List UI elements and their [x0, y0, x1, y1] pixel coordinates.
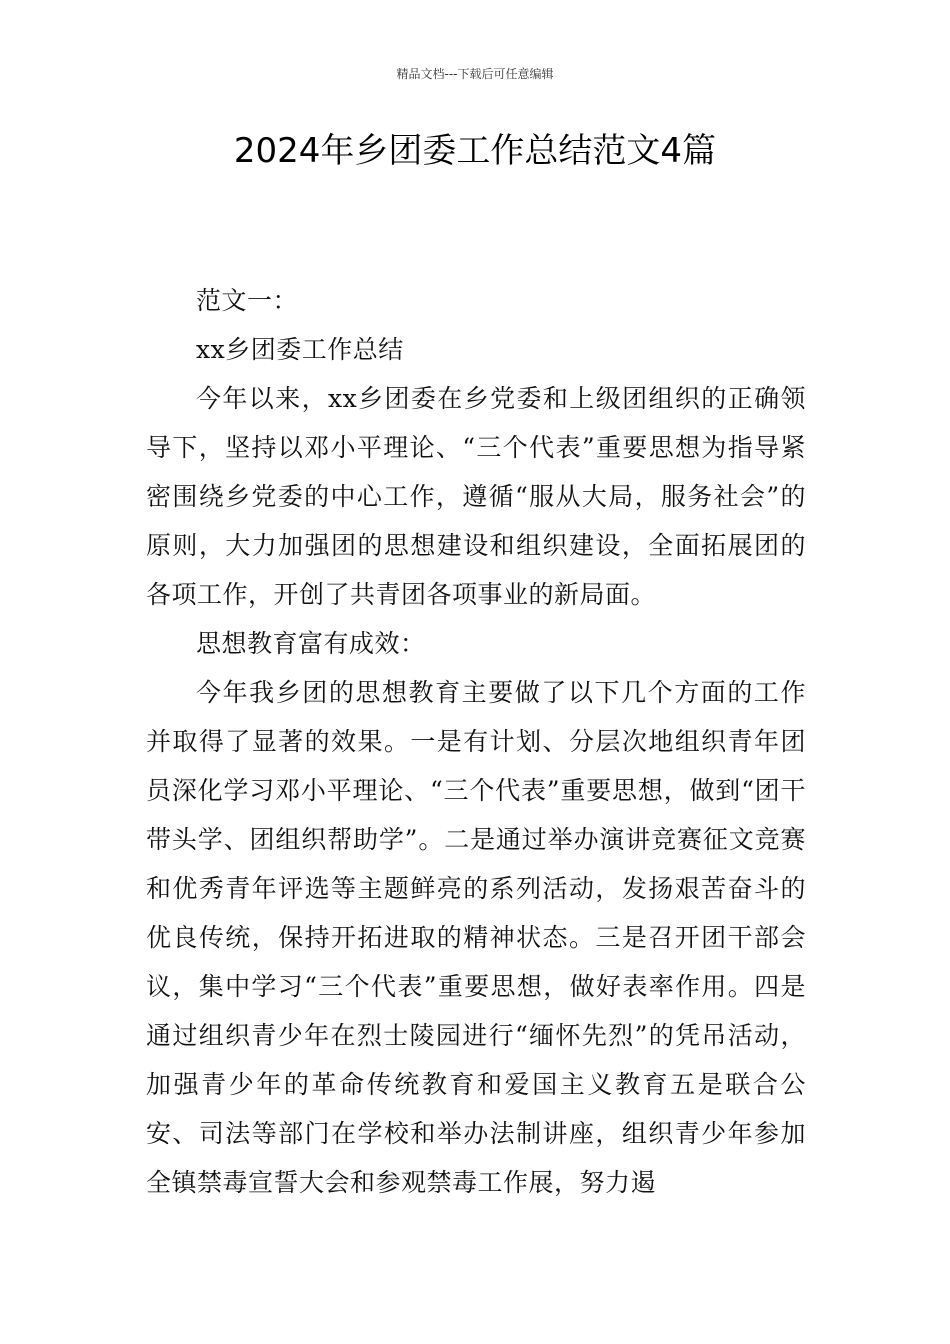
- page-header-note: 精品文档---下载后可任意编辑: [396, 67, 554, 81]
- paragraph-sample-label: 范文一：: [196, 286, 299, 315]
- paragraph-subtitle: xx乡团委工作总结: [196, 335, 404, 364]
- paragraph-section-heading: 思想教育富有成效：: [196, 629, 426, 658]
- document-title: 2024年乡团委工作总结范文4篇: [233, 131, 717, 171]
- paragraph-education: 今年我乡团的思想教育主要做了以下几个方面的工作并取得了显著的效果。一是有计划、分层次地组织青年团员深化学习邓小平理论、“三个代表”重要思想，做到“团干带头学、团组织帮助学”。二是通过举办演讲竞赛征文竞赛和优秀青年评选等主题鲜亮的系列活动，发扬艰苦奋斗的优良传统，保持开拓进取的精神状态。三是召开团干部会议，集中学习“三个代表”重要思想，做好表率作用。四是通过组织青少年在烈士陵园进行“缅怀先烈”的凭吊活动，加强青少年的革命传统教育和爱国主义教育五是联合公安、司法等部门在学校和举办法制讲座，组织青少年参加全镇禁毒宣誓大会和参观禁毒工作展，努力遏: [146, 678, 806, 1197]
- document-body: [146, 276, 806, 1207]
- paragraph-intro: 今年以来，xx乡团委在乡党委和上级团组织的正确领导下，坚持以邓小平理论、“三个代表”重要思想为指导紧密围绕乡党委的中心工作，遵循“服从大局，服务社会”的原则，大力加强团的思想建设和组织建设，全面拓展团的各项工作，开创了共青团各项事业的新局面。: [146, 384, 806, 609]
